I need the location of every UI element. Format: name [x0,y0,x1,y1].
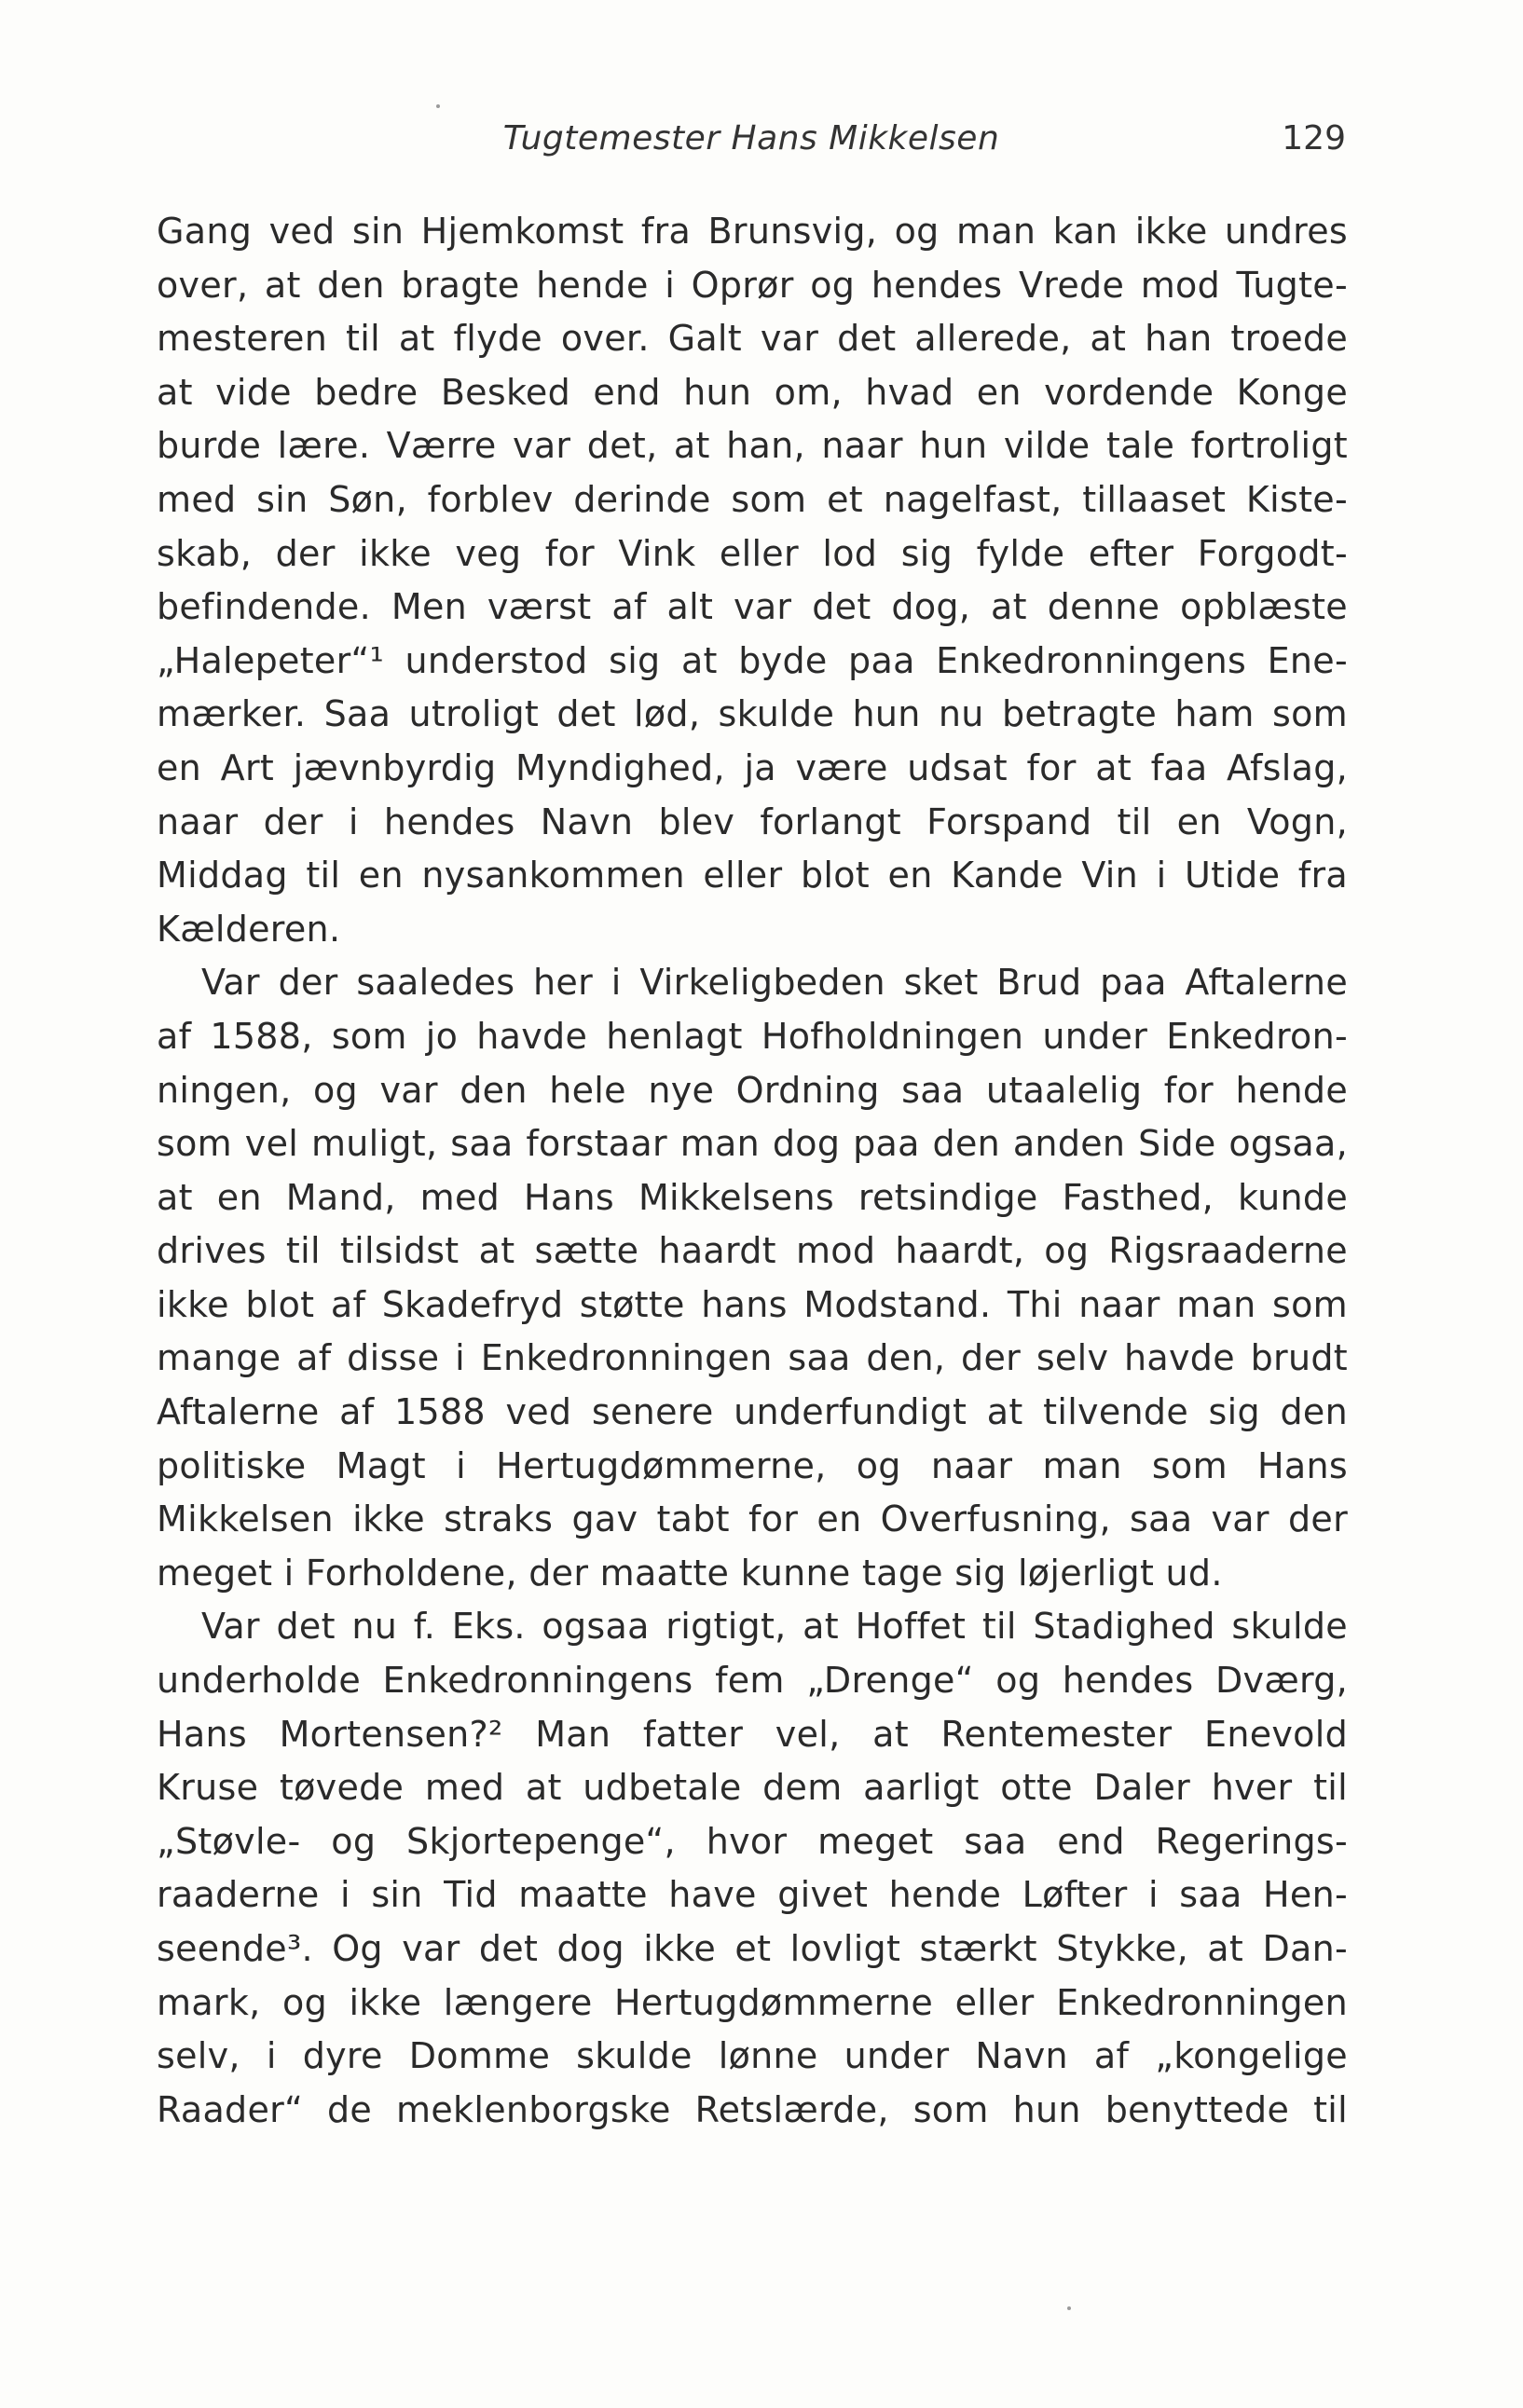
body-text [157,205,1348,2137]
text-line: Mikkelsen ikke straks gav tabt for en Overfusning, saa var der [157,1498,1348,1540]
text-line: meget i Forholdene, der maatte kunne tage sig løjerligt ud. [157,1552,1223,1594]
text-line: Middag til en nysankommen eller blot en Kande Vin i Utide fra [157,855,1348,896]
text-line: Raader“ de meklenborgske Retslærde, som hun benyttede til [157,2088,1348,2130]
text-line: naar der i hendes Navn blev forlangt Forspand til en Vogn, [157,800,1348,842]
text-line: Hans Mortensen?² Man fatter vel, at Rentemester Enevold [157,1713,1348,1755]
text-line: Var der saaledes her i Virkeligbeden sket Brud paa Aftalerne [201,962,1348,1004]
text-line: Kælderen. [157,908,341,950]
text-line: drives til tilsidst at sætte haardt mod haardt, og Rigsraaderne [157,1230,1348,1272]
text-line: Kruse tøvede med at udbetale dem aarligt otte Daler hver til [157,1767,1348,1809]
text-line: „Halepeter“¹ understod sig at byde paa Enkedronningens Ene- [157,639,1348,681]
text-line: Aftalerne af 1588 ved senere underfundigt at tilvende sig den [157,1391,1348,1433]
paper-speck [1067,2306,1071,2310]
text-line: med sin Søn, forblev derinde som et nagelfast, tillaaset Kiste- [157,478,1348,520]
text-line: Var det nu f. Eks. ogsaa rigtigt, at Hoffet til Stadighed skulde [201,1606,1348,1648]
text-line: af 1588, som jo havde henlagt Hofholdningen under Enkedron- [157,1015,1348,1057]
text-line: mesteren til at flyde over. Galt var det allerede, at han troede [157,318,1348,360]
text-line: befindende. Men værst af alt var det dog, at denne opblæste [157,586,1348,628]
text-line: burde lære. Værre var det, at han, naar hun vilde tale fortroligt [157,425,1348,467]
running-head [157,119,1346,166]
text-line: underholde Enkedronningens fem „Drenge“ og hendes Dværg, [157,1660,1348,1702]
paper-speck [436,104,440,108]
text-line: Gang ved sin Hjemkomst fra Brunsvig, og man kan ikke undres [157,211,1348,252]
running-title: Tugtemester Hans Mikkelsen [502,119,1000,157]
text-line: skab, der ikke veg for Vink eller lod sig fylde efter Forgodt- [157,532,1348,574]
text-line: som vel muligt, saa forstaar man dog paa den anden Side ogsaa, [157,1123,1348,1165]
text-line: en Art jævnbyrdig Myndighed, ja være udsat for at faa Afslag, [157,746,1348,788]
text-line: politiske Magt i Hertugdømmerne, og naar man som Hans [157,1444,1348,1486]
text-line: mark, og ikke længere Hertugdømmerne eller Enkedronningen [157,1981,1348,2023]
text-line: seende³. Og var det dog ikke et lovligt stærkt Stykke, at Dan- [157,1928,1348,1969]
text-line: ningen, og var den hele nye Ordning saa utaalelig for hende [157,1069,1348,1111]
text-line: ikke blot af Skadefryd støtte hans Modstand. Thi naar man som [157,1283,1348,1325]
page-number: 129 [1282,119,1346,157]
text-line: „Støvle- og Skjortepenge“, hvor meget saa end Regerings- [157,1820,1348,1862]
text-line: mange af disse i Enkedronningen saa den, der selv havde brudt [157,1337,1348,1379]
text-line: raaderne i sin Tid maatte have givet hende Løfter i saa Hen- [157,1874,1348,1916]
text-line: selv, i dyre Domme skulde lønne under Navn af „kongelige [157,2035,1348,2077]
text-line: at vide bedre Besked end hun om, hvad en vordende Konge [157,371,1348,413]
text-line: at en Mand, med Hans Mikkelsens retsindige Fasthed, kunde [157,1176,1348,1218]
text-line: mærker. Saa utroligt det lød, skulde hun nu betragte ham som [157,693,1348,735]
text-line: over, at den bragte hende i Oprør og hendes Vrede mod Tugte- [157,264,1348,306]
